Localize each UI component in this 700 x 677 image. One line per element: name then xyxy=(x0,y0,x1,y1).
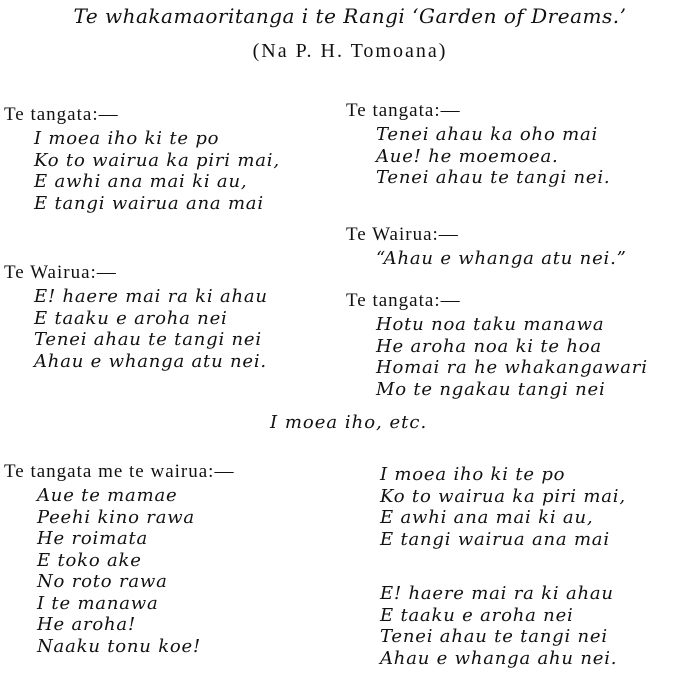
speaker-label: Te tangata:— xyxy=(346,290,461,311)
verse-line: He aroha noa ki te hoa xyxy=(376,335,602,357)
verse-line: Naaku tonu koe! xyxy=(37,635,202,657)
speaker-label: Te tangata:— xyxy=(346,100,461,121)
verse-line: Mo te ngakau tangi nei xyxy=(376,378,606,400)
verse-line: E! haere mai ra ki ahau xyxy=(34,286,268,307)
verse-line: E! haere mai ra ki ahau xyxy=(380,583,614,604)
verse-line: Hotu noa taku manawa xyxy=(376,314,605,335)
poem-author: (Na P. H. Tomoana) xyxy=(252,40,448,62)
speaker-label: Te Wairua:— xyxy=(4,262,117,283)
verse-line: Aue te mamae xyxy=(37,485,178,506)
right-stanza-5 xyxy=(380,583,617,669)
right-stanza-1 xyxy=(346,100,610,189)
verse-line: “Ahau e whanga atu nei.” xyxy=(376,248,627,269)
right-stanza-3 xyxy=(346,290,648,400)
speaker-label: Te Wairua:— xyxy=(346,224,459,245)
right-stanza-4 xyxy=(380,464,626,550)
verse-line: I moea iho ki te po xyxy=(34,128,220,149)
left-stanza-2 xyxy=(4,262,268,372)
left-stanza-1 xyxy=(4,104,280,214)
verse-line: Homai ra he whakangawari xyxy=(376,357,648,378)
verse-line: Ahau e whanga ahu nei. xyxy=(380,647,618,669)
verse-line: E tangi wairua ana mai xyxy=(34,192,264,214)
verse-line: Ko to wairua ka piri mai, xyxy=(34,149,280,171)
verse-line: I te manawa xyxy=(37,592,159,614)
verse-line: Tenei ahau te tangi nei. xyxy=(376,167,611,188)
verse-line: E tangi wairua ana mai xyxy=(380,528,610,550)
verse-line: He roimata xyxy=(37,528,149,549)
poem-title: Te whakamaoritanga i te Rangi ‘Garden of Dreams.’ xyxy=(73,4,627,28)
verse-line: Tenei ahau te tangi nei xyxy=(380,626,608,647)
verse-line: E awhi ana mai ki au, xyxy=(380,507,594,528)
verse-line: Ko to wairua ka piri mai, xyxy=(380,485,626,507)
verse-line: E taaku e aroha nei xyxy=(380,604,574,626)
verse-line: I moea iho ki te po xyxy=(380,464,566,485)
verse-line: He aroha! xyxy=(37,614,137,635)
verse-line: Tenei ahau ka oho mai xyxy=(376,124,599,145)
speaker-label: Te tangata:— xyxy=(4,104,119,125)
verse-line: Ahau e whanga atu nei. xyxy=(34,350,267,372)
right-stanza-2 xyxy=(346,224,627,270)
speaker-label: Te tangata me te wairua:— xyxy=(4,461,235,482)
verse-line: E awhi ana mai ki au, xyxy=(34,171,248,192)
verse-line: Aue! he moemoea. xyxy=(376,145,559,167)
verse-line: E taaku e aroha nei xyxy=(34,307,228,329)
refrain-line: I moea iho, etc. xyxy=(270,412,428,433)
verse-line: Peehi kino rawa xyxy=(37,506,195,528)
verse-line: E toko ake xyxy=(37,549,142,571)
verse-line: No roto rawa xyxy=(37,571,168,592)
verse-line: Tenei ahau te tangi nei xyxy=(34,329,262,350)
left-stanza-3 xyxy=(4,461,234,657)
